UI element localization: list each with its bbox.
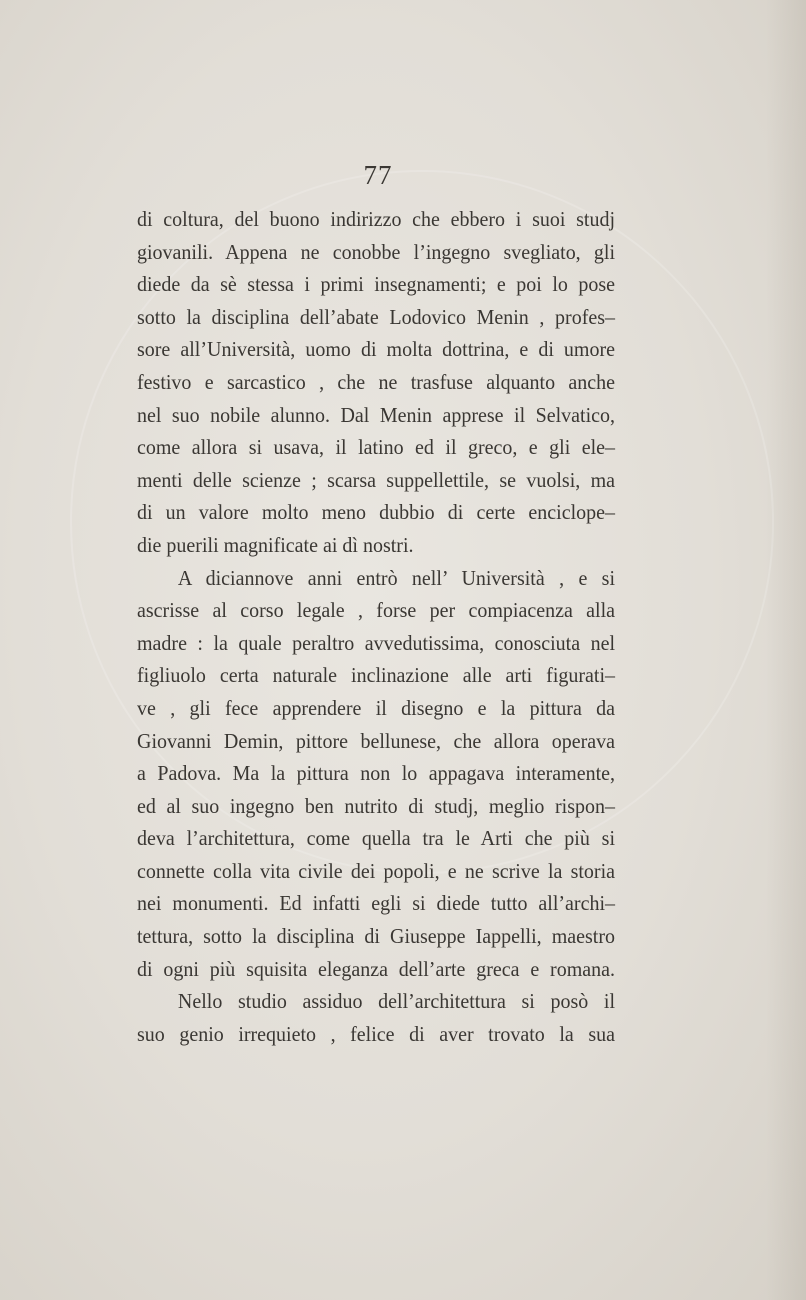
text-line: sotto la disciplina dell’abate Lodovico Menin , profes– [137, 304, 616, 329]
text-line: connette colla vita civile dei popoli, e ne scrive la storia [137, 858, 616, 883]
text-line: come allora si usava, il latino ed il greco, e gli ele– [137, 435, 616, 460]
text-line: tettura, sotto la disciplina di Giuseppe Iappelli, maestro [137, 924, 616, 949]
text-line: giovanili. Appena ne conobbe l’ingegno svegliato, gli [137, 239, 616, 264]
text-line: madre : la quale peraltro avvedutissima, conosciuta nel [137, 630, 616, 655]
paragraph-start-line: A diciannove anni entrò nell’ Università , e si [177, 565, 616, 590]
text-line: di ogni più squisita eleganza dell’arte greca e romana. [137, 956, 616, 981]
body-text [137, 203, 616, 1050]
text-line: diede da sè stessa i primi insegnamenti; e poi lo pose [137, 272, 616, 297]
text-line: nel suo nobile alunno. Dal Menin apprese il Selvatico, [137, 402, 616, 427]
text-line: figliuolo certa naturale inclinazione alle arti figurati– [137, 663, 616, 688]
text-line: ed al suo ingegno ben nutrito di studj, meglio rispon– [137, 793, 616, 818]
text-line: ascrisse al corso legale , forse per compiacenza alla [137, 598, 616, 623]
text-line: festivo e sarcastico , che ne trasfuse alquanto anche [137, 369, 616, 394]
text-line: di coltura, del buono indirizzo che ebbero i suoi studj [137, 207, 616, 231]
paragraph-end-line: die puerili magnificate ai dì nostri. [137, 532, 414, 557]
text-line: Giovanni Demin, pittore bellunese, che allora operava [137, 728, 616, 753]
text-line: suo genio irrequieto , felice di aver trovato la sua [137, 1021, 616, 1046]
page-number: 77 [363, 160, 393, 190]
text-line: ve , gli fece apprendere il disegno e la pittura da [137, 695, 616, 720]
page-edge-shadow [766, 0, 806, 1300]
text-line: deva l’architettura, come quella tra le Arti che più si [137, 826, 616, 851]
text-line: sore all’Università, uomo di molta dottrina, e di umore [137, 337, 616, 362]
text-line: di un valore molto meno dubbio di certe enciclope– [137, 500, 616, 525]
paragraph-start-line: Nello studio assiduo dell’architettura si posò il [177, 989, 616, 1014]
text-line: a Padova. Ma la pittura non lo appagava interamente, [137, 761, 616, 786]
text-line: nei monumenti. Ed infatti egli si diede tutto all’archi– [137, 891, 616, 916]
text-line: menti delle scienze ; scarsa suppellettile, se vuolsi, ma [137, 467, 616, 492]
